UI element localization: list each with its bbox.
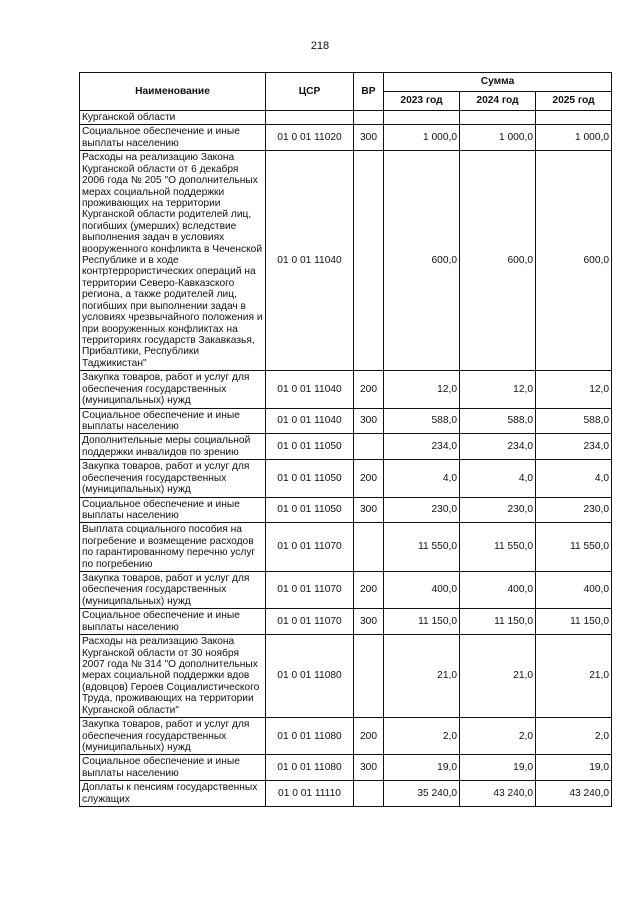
cell-y2023: 11 150,0 (384, 609, 460, 635)
table-row (80, 408, 612, 434)
cell-y2025: 11 550,0 (536, 523, 612, 572)
cell-vr: 300 (354, 497, 384, 523)
table-row (80, 125, 612, 151)
cell-y2023: 400,0 (384, 572, 460, 609)
cell-vr (354, 434, 384, 460)
cell-name: Социальное обеспечение и иные выплаты населению (80, 408, 266, 434)
cell-vr: 200 (354, 718, 384, 755)
cell-y2024: 21,0 (460, 635, 536, 718)
cell-csr: 01 0 01 11040 (266, 371, 354, 408)
cell-csr: 01 0 01 11070 (266, 523, 354, 572)
cell-vr: 300 (354, 609, 384, 635)
table-row (80, 718, 612, 755)
cell-y2025: 234,0 (536, 434, 612, 460)
header-sum: Сумма (384, 73, 612, 92)
table-row (80, 781, 612, 807)
cell-y2025: 11 150,0 (536, 609, 612, 635)
table-row (80, 434, 612, 460)
cell-y2025: 2,0 (536, 718, 612, 755)
cell-csr: 01 0 01 11070 (266, 572, 354, 609)
cell-y2025 (536, 111, 612, 125)
cell-vr (354, 151, 384, 371)
cell-csr (266, 111, 354, 125)
cell-y2023: 4,0 (384, 460, 460, 497)
cell-name: Доплаты к пенсиям государственных служащих (80, 781, 266, 807)
cell-y2025: 1 000,0 (536, 125, 612, 151)
cell-name: Дополнительные меры социальной поддержки инвалидов по зрению (80, 434, 266, 460)
cell-y2023 (384, 111, 460, 125)
cell-y2024 (460, 111, 536, 125)
cell-y2023: 19,0 (384, 755, 460, 781)
cell-y2024: 12,0 (460, 371, 536, 408)
cell-y2025: 19,0 (536, 755, 612, 781)
cell-name: Закупка товаров, работ и услуг для обеспечения государственных (муниципальных) нужд (80, 718, 266, 755)
header-csr: ЦСР (266, 73, 354, 111)
table-row (80, 523, 612, 572)
cell-vr: 200 (354, 460, 384, 497)
table-row (80, 111, 612, 125)
table-row (80, 371, 612, 408)
cell-y2024: 600,0 (460, 151, 536, 371)
cell-name: Закупка товаров, работ и услуг для обеспечения государственных (муниципальных) нужд (80, 460, 266, 497)
cell-y2023: 12,0 (384, 371, 460, 408)
cell-vr: 300 (354, 408, 384, 434)
cell-csr: 01 0 01 11080 (266, 635, 354, 718)
cell-y2023: 21,0 (384, 635, 460, 718)
header-name: Наименование (80, 73, 266, 111)
table-body (80, 111, 612, 807)
cell-y2024: 19,0 (460, 755, 536, 781)
cell-y2025: 230,0 (536, 497, 612, 523)
cell-y2023: 35 240,0 (384, 781, 460, 807)
cell-csr: 01 0 01 11050 (266, 434, 354, 460)
cell-vr: 300 (354, 755, 384, 781)
cell-y2023: 11 550,0 (384, 523, 460, 572)
cell-csr: 01 0 01 11110 (266, 781, 354, 807)
header-2024: 2024 год (460, 92, 536, 111)
cell-y2025: 400,0 (536, 572, 612, 609)
table-row (80, 572, 612, 609)
cell-y2025: 43 240,0 (536, 781, 612, 807)
cell-y2024: 400,0 (460, 572, 536, 609)
cell-y2024: 11 550,0 (460, 523, 536, 572)
cell-y2023: 2,0 (384, 718, 460, 755)
cell-y2023: 234,0 (384, 434, 460, 460)
cell-name: Закупка товаров, работ и услуг для обеспечения государственных (муниципальных) нужд (80, 371, 266, 408)
cell-csr: 01 0 01 11020 (266, 125, 354, 151)
cell-y2023: 588,0 (384, 408, 460, 434)
table-row (80, 635, 612, 718)
cell-csr: 01 0 01 11050 (266, 460, 354, 497)
cell-vr: 300 (354, 125, 384, 151)
cell-vr (354, 111, 384, 125)
header-2023: 2023 год (384, 92, 460, 111)
cell-y2025: 4,0 (536, 460, 612, 497)
page-number: 218 (310, 40, 330, 52)
cell-csr: 01 0 01 11080 (266, 718, 354, 755)
cell-y2024: 2,0 (460, 718, 536, 755)
cell-y2024: 1 000,0 (460, 125, 536, 151)
table-row (80, 755, 612, 781)
cell-vr (354, 523, 384, 572)
cell-y2025: 600,0 (536, 151, 612, 371)
cell-y2024: 588,0 (460, 408, 536, 434)
cell-name: Расходы на реализацию Закона Курганской области от 30 ноября 2007 года № 314 "О дополнительных мерах социальной поддержки вдов (вдовцов) Героев Социалистического Труда, проживающих на территории Курганской области" (80, 635, 266, 718)
cell-y2025: 12,0 (536, 371, 612, 408)
cell-vr (354, 781, 384, 807)
cell-name: Закупка товаров, работ и услуг для обеспечения государственных (муниципальных) нужд (80, 572, 266, 609)
cell-name: Социальное обеспечение и иные выплаты населению (80, 755, 266, 781)
cell-y2023: 600,0 (384, 151, 460, 371)
cell-csr: 01 0 01 11050 (266, 497, 354, 523)
cell-y2025: 588,0 (536, 408, 612, 434)
header-2025: 2025 год (536, 92, 612, 111)
cell-csr: 01 0 01 11040 (266, 151, 354, 371)
cell-y2024: 43 240,0 (460, 781, 536, 807)
cell-y2023: 1 000,0 (384, 125, 460, 151)
cell-csr: 01 0 01 11070 (266, 609, 354, 635)
cell-y2024: 4,0 (460, 460, 536, 497)
cell-csr: 01 0 01 11040 (266, 408, 354, 434)
cell-y2023: 230,0 (384, 497, 460, 523)
table-row (80, 460, 612, 497)
header-vr: ВР (354, 73, 384, 111)
cell-csr: 01 0 01 11080 (266, 755, 354, 781)
cell-name: Курганской области (80, 111, 266, 125)
table-row (80, 497, 612, 523)
table-row (80, 609, 612, 635)
budget-table (79, 72, 612, 807)
table-header (80, 73, 612, 111)
cell-y2024: 234,0 (460, 434, 536, 460)
cell-name: Выплата социального пособия на погребение и возмещение расходов по гарантированному перечню услуг по погребению (80, 523, 266, 572)
cell-vr: 200 (354, 572, 384, 609)
cell-y2025: 21,0 (536, 635, 612, 718)
cell-name: Расходы на реализацию Закона Курганской области от 6 декабря 2006 года № 205 "О дополнительных мерах социальной поддержки проживающих на территории Курганской области родителей лиц, погибших (умерших) вследствие выполнения задач в условиях вооруженного конфликта в Чеченской Республике и в ходе контртеррористических операций на территории Северо-Кавказского региона, а также родителей лиц, погибших при выполнении задач в условиях чрезвычайного положения и при вооруженных конфликтах на территориях государств Закавказья, Прибалтики, Республики Таджикистан" (80, 151, 266, 371)
cell-vr: 200 (354, 371, 384, 408)
cell-y2024: 11 150,0 (460, 609, 536, 635)
cell-name: Социальное обеспечение и иные выплаты населению (80, 497, 266, 523)
cell-name: Социальное обеспечение и иные выплаты населению (80, 609, 266, 635)
cell-vr (354, 635, 384, 718)
table-row (80, 151, 612, 371)
cell-name: Социальное обеспечение и иные выплаты населению (80, 125, 266, 151)
cell-y2024: 230,0 (460, 497, 536, 523)
